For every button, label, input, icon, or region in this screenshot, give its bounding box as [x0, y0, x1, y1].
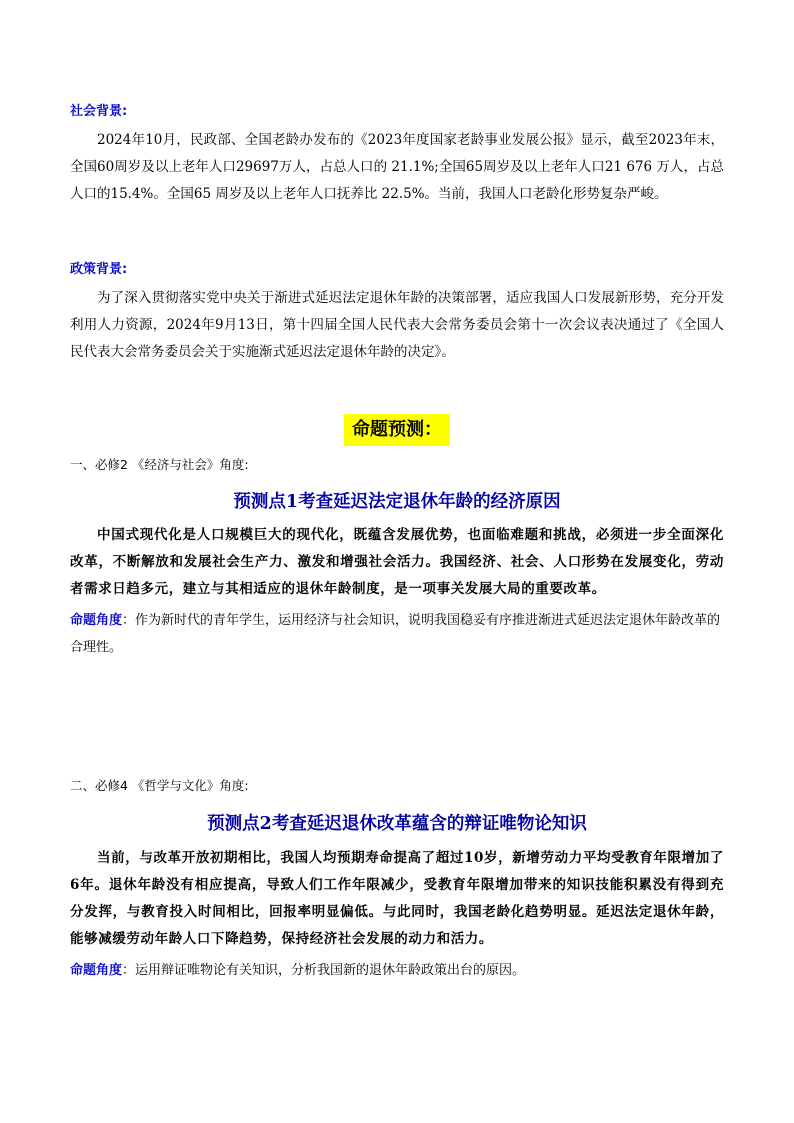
section-1-angle-text: ：作为新时代的青年学生，运用经济与社会知识，说明我国稳妥有序推进渐进式延迟法定退休年龄改革的合理性。 [70, 613, 721, 655]
policy-background-label: 政策背景: [70, 262, 128, 277]
section-2-title: 预测点2考查延迟退休改革蕴含的辩证唯物论知识 [207, 814, 587, 834]
section-2-heading: 二、必修4 《哲学与文化》角度: [70, 778, 249, 793]
social-background-label: 社会背景: [70, 104, 128, 119]
section-2-angle-label: 命题角度 [70, 963, 123, 978]
social-background-section [70, 100, 724, 208]
section-1-title-wrap [0, 488, 794, 513]
policy-background-section [70, 258, 724, 366]
section-1-body: 中国式现代化是人口规模巨大的现代化，既蕴含发展优势，也面临难题和挑战，必须进一步全面深化改革，不断解放和发展社会生产力、激发和增强社会活力。我国经济、社会、人口形势在发展变化，劳动者需求日趋多元，建立与其相适应的退休年龄制度，是一项事关发展大局的重要改革。 [70, 527, 724, 597]
forecast-title-wrap [0, 414, 794, 446]
section-2-body-wrap [70, 845, 724, 984]
section-2-heading-wrap [70, 776, 724, 794]
section-1-angle-label: 命题角度 [70, 613, 123, 628]
section-2-title-wrap [0, 810, 794, 835]
social-background-text: 2024年10月，民政部、全国老龄办发布的《2023年度国家老龄事业发展公报》显示，截至2023年末，全国60周岁及以上老年人口29697万人，占总人口的 21.1%;全国65周岁及以上老年人口21 676 万人，占总人口的15.4%。全国65 周岁及以上老年人口抚养比 22.5%。当前，我国人口老龄化形势复杂严峻。 [70, 132, 724, 202]
policy-background-text: 为了深入贯彻落实党中央关于渐进式延迟法定退休年龄的决策部署，适应我国人口发展新形势，充分开发利用人力资源，2024年9月13日，第十四届全国人民代表大会常务委员会第十一次会议表决通过了《全国人民代表大会常务委员会关于实施渐式延迟法定退休年龄的决定》。 [70, 290, 724, 360]
forecast-title: 命题预测： [344, 414, 450, 446]
section-1-heading-wrap [70, 455, 724, 473]
section-1-heading: 一、必修2 《经济与社会》角度: [70, 457, 249, 472]
section-1-angle [70, 607, 724, 661]
section-2-angle-text: ：运用辩证唯物论有关知识，分析我国新的退休年龄政策出台的原因。 [122, 963, 526, 978]
section-2-angle [70, 957, 724, 984]
section-2-body: 当前，与改革开放初期相比，我国人均预期寿命提高了超过10岁，新增劳动力平均受教育年限增加了6年。退休年龄没有相应提高，导致人们工作年限减少，受教育年限增加带来的知识技能积累没有得到充分发挥，与教育投入时间相比，回报率明显偏低。与此同时，我国老龄化趋势明显。延迟法定退休年龄，能够减缓劳动年龄人口下降趋势，保持经济社会发展的动力和活力。 [70, 850, 724, 947]
section-1-body-wrap [70, 522, 724, 661]
section-1-title: 预测点1考查延迟法定退休年龄的经济原因 [233, 492, 561, 512]
